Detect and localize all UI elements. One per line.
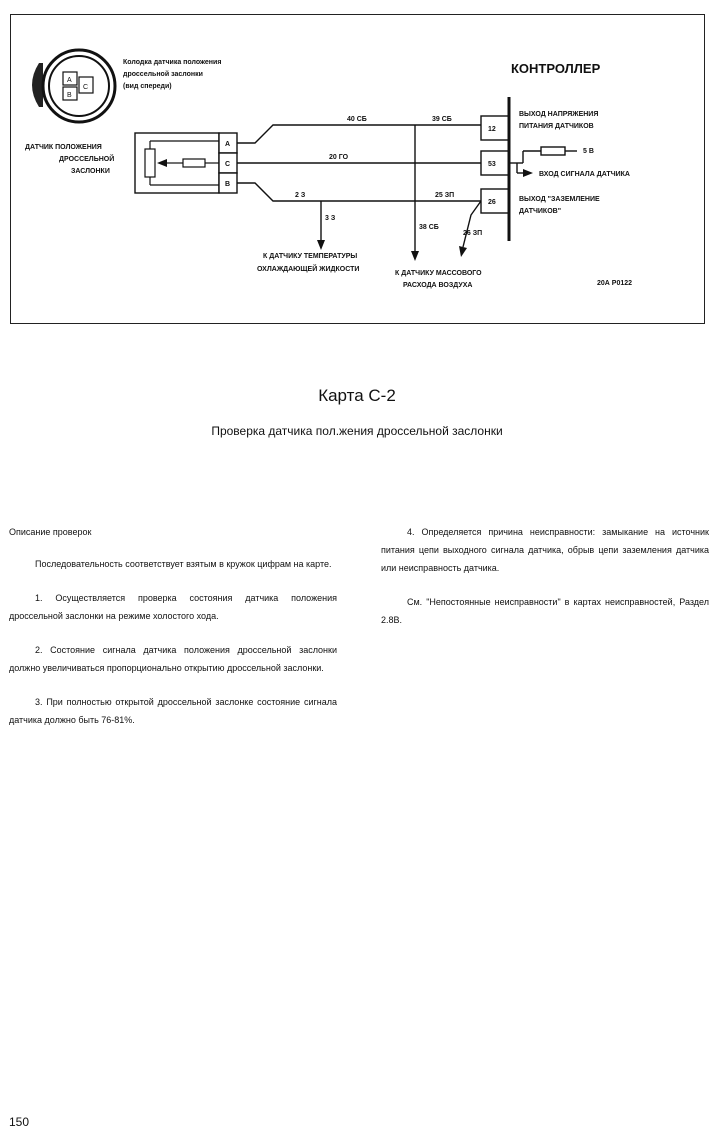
- wire-label-39: 39 СБ: [432, 116, 452, 123]
- sensor-label-3: ЗАСЛОНКИ: [71, 168, 110, 175]
- sensor-pin-a: A: [225, 141, 231, 148]
- connector-caption-3: (вид спереди): [123, 83, 172, 90]
- controller-pin-26: 26: [488, 199, 496, 206]
- controller-pin-53: 53: [488, 161, 496, 168]
- connector-icon: [32, 50, 115, 122]
- connector-pin-c: C: [83, 84, 89, 91]
- paragraph-step-2: 2. Состояние сигнала датчика положения дроссельной заслонки должно увеличиваться пропорционально открытию дроссельной заслонки.: [9, 645, 337, 673]
- right-column: [381, 523, 709, 645]
- connector-caption-2: дроссельной заслонки: [123, 71, 203, 78]
- paragraph-step-3: 3. При полностью открытой дроссельной заслонке состояние сигнала датчика должно быть 76-81%.: [9, 697, 337, 725]
- controller-pin-12: 12: [488, 126, 496, 133]
- connector-pin-b: B: [67, 92, 72, 99]
- wiring-diagram: [10, 14, 705, 324]
- ground-label-1: ВЫХОД "ЗАЗЕМЛЕНИЕ: [519, 196, 600, 203]
- wire-label-20: 20 ГО: [329, 154, 349, 161]
- paragraph-sequence: Последовательность соответствует взятым в кружок цифрам на карте.: [35, 559, 332, 569]
- page-number: 150: [9, 1115, 30, 1129]
- wiring: [237, 125, 577, 251]
- wire-label-2: 2 З: [295, 192, 306, 199]
- five-volt-label: 5 В: [583, 148, 594, 155]
- wire-label-38: 38 СБ: [419, 224, 439, 231]
- left-column: [9, 523, 337, 745]
- sensor-symbol: [135, 133, 219, 193]
- coolant-label-2: ОХЛАЖДАЮЩЕЙ ЖИДКОСТИ: [257, 266, 360, 273]
- section-heading: Описание проверок: [9, 527, 92, 537]
- supply-label-2: ПИТАНИЯ ДАТЧИКОВ: [519, 123, 594, 130]
- page-title: Карта С-2: [318, 386, 396, 405]
- page-subtitle: Проверка датчика пол.жения дроссельной заслонки: [211, 424, 503, 438]
- figure-code: 20А Р0122: [597, 280, 633, 287]
- ground-label-2: ДАТЧИКОВ": [519, 208, 562, 215]
- wire-label-25: 25 ЗП: [435, 192, 455, 199]
- wire-label-26: 26 ЗП: [463, 230, 483, 237]
- wire-label-40: 40 СБ: [347, 116, 367, 123]
- paragraph-step-4: 4. Определяется причина неисправности: замыкание на источник питания цепи выходного сигнала датчика, обрыв цепи заземления датчика или неисправность датчика.: [381, 527, 709, 573]
- maf-label-1: К ДАТЧИКУ МАССОВОГО: [395, 270, 482, 277]
- paragraph-reference: См. "Непостоянные неисправности" в картах неисправностей, Раздел 2.8В.: [381, 597, 709, 625]
- supply-label-1: ВЫХОД НАПРЯЖЕНИЯ: [519, 111, 599, 118]
- connector-pin-a: A: [67, 77, 72, 84]
- sensor-pin-c: C: [225, 161, 231, 168]
- paragraph-step-1: 1. Осуществляется проверка состояния датчика положения дроссельной заслонки на режиме холостого хода.: [9, 593, 337, 621]
- wire-label-3: 3 З: [325, 215, 336, 222]
- coolant-label-1: К ДАТЧИКУ ТЕМПЕРАТУРЫ: [263, 253, 358, 260]
- sensor-label-2: ДРОССЕЛЬНОЙ: [59, 156, 115, 163]
- wiring-diagram-svg: [11, 15, 706, 325]
- sensor-label-1: ДАТЧИК ПОЛОЖЕНИЯ: [25, 144, 102, 151]
- signal-input-label: ВХОД СИГНАЛА ДАТЧИКА: [539, 171, 630, 178]
- sensor-pin-b: B: [225, 181, 231, 188]
- connector-caption-1: Колодка датчика положения: [123, 59, 222, 66]
- maf-label-2: РАСХОДА ВОЗДУХА: [403, 282, 473, 289]
- controller-title: КОНТРОЛЛЕР: [511, 61, 601, 76]
